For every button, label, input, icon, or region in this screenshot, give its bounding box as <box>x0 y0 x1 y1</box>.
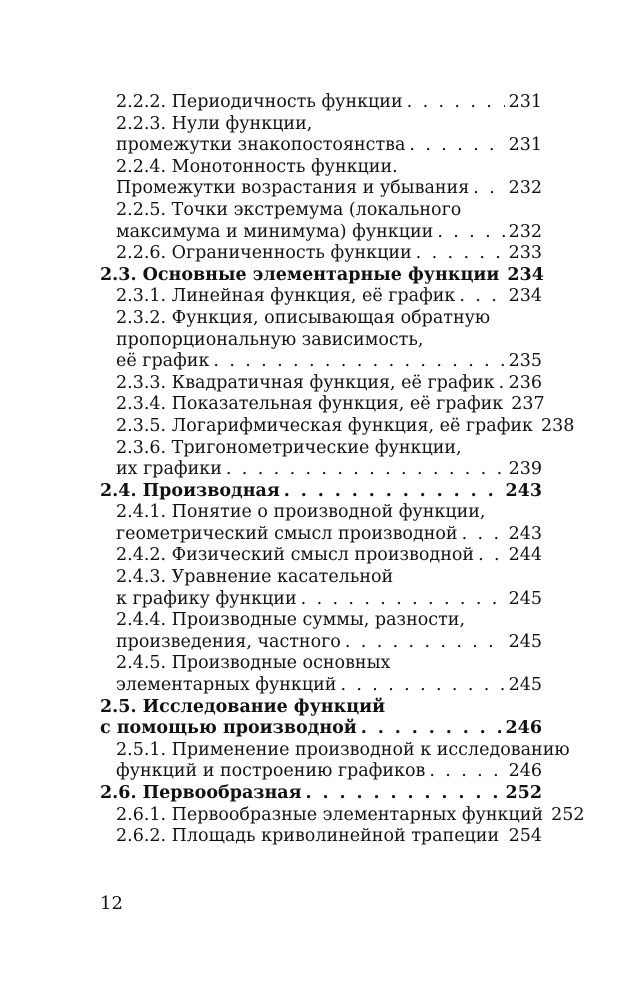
dot-leader <box>478 545 505 567</box>
toc-entry-title: 2.4.3. Уравнение касательной <box>116 567 394 588</box>
toc-subsection-entry <box>100 243 542 265</box>
toc-line <box>116 373 542 395</box>
table-of-contents <box>100 92 585 848</box>
dot-leader <box>462 524 505 546</box>
toc-subsection-entry <box>100 114 542 157</box>
toc-entry-title: 2.3.3. Квадратичная функция, её график <box>116 372 495 393</box>
toc-subsection-entry <box>100 200 542 243</box>
toc-line <box>100 783 542 805</box>
toc-entry-title: их графики <box>116 459 222 480</box>
toc-line <box>116 653 542 675</box>
toc-entry-title: 2.6.2. Площадь криволинейной трапеции <box>116 826 500 847</box>
toc-entry-title: 2.3.2. Функция, описывающая обратную <box>116 307 491 328</box>
dot-leader <box>409 135 504 157</box>
dot-leader <box>361 718 502 740</box>
dot-leader <box>407 92 505 114</box>
toc-subsection-entry <box>100 653 542 696</box>
toc-section-entry <box>100 783 542 805</box>
toc-entry-title: 2.5.1. Применение производной к исследованию <box>116 739 570 760</box>
toc-entry-title: элементарных функций <box>116 675 337 696</box>
toc-line <box>116 178 542 200</box>
toc-subsection-entry <box>100 739 570 783</box>
toc-line <box>100 697 542 719</box>
toc-entry-title: пропорциональную зависимость, <box>116 329 424 350</box>
toc-entry-title: 2.3. Основные элементарные функции <box>100 264 500 285</box>
toc-line <box>116 459 542 481</box>
toc-page-number: 233 <box>508 243 542 264</box>
toc-subsection-entry <box>100 438 542 481</box>
toc-subsection-entry <box>100 373 542 395</box>
toc-line <box>116 761 542 783</box>
toc-line <box>116 286 542 308</box>
toc-subsection-entry <box>100 286 542 308</box>
toc-line <box>100 265 542 287</box>
toc-line <box>116 826 542 848</box>
toc-entry-title: функций и построению графиков <box>116 761 426 782</box>
dot-leader <box>345 632 505 654</box>
toc-line <box>116 567 542 589</box>
toc-line <box>116 330 542 352</box>
toc-line <box>116 351 542 373</box>
toc-subsection-entry <box>100 308 542 373</box>
toc-subsection-entry <box>100 804 585 827</box>
toc-page-number: 234 <box>507 264 544 285</box>
toc-section-entry <box>100 265 542 287</box>
toc-line <box>116 502 542 524</box>
toc-subsection-entry <box>100 502 542 545</box>
toc-entry-title: к графику функции <box>116 588 297 609</box>
dot-leader <box>503 826 504 848</box>
toc-line <box>116 415 575 438</box>
dot-leader <box>437 222 504 244</box>
toc-page-number: 234 <box>508 286 542 307</box>
toc-line <box>116 394 545 416</box>
dot-leader <box>416 243 505 265</box>
toc-line <box>116 545 542 567</box>
toc-entry-title: 2.6.1. Первообразные элементарных функций <box>116 804 544 825</box>
toc-entry-title: 2.4.1. Понятие о производной функции, <box>116 502 486 523</box>
dot-leader <box>340 675 504 697</box>
toc-page-number: 232 <box>508 178 542 199</box>
dot-leader <box>284 481 502 503</box>
dot-leader <box>459 286 504 308</box>
toc-entry-title: 2.3.5. Логарифмическая функция, её график <box>116 415 533 436</box>
toc-entry-title: промежутки знакопостоянства <box>116 135 406 156</box>
toc-page-number: 243 <box>508 523 542 544</box>
toc-page-number: 246 <box>505 718 542 739</box>
toc-page-number: 245 <box>508 588 542 609</box>
dot-leader <box>473 178 504 200</box>
toc-entry-title: 2.2.2. Периодичность функции <box>116 92 403 112</box>
toc-line <box>116 804 585 827</box>
toc-entry-title: 2.3.4. Показательная функция, её график <box>116 394 504 415</box>
toc-entry-title: произведения, частного <box>116 631 341 652</box>
toc-entry-title: 2.5. Исследование функций <box>100 696 386 717</box>
toc-line <box>116 524 542 546</box>
toc-page-number: 246 <box>508 761 542 782</box>
toc-line <box>116 222 542 244</box>
toc-line <box>116 92 542 114</box>
toc-entry-title: 2.4.4. Производные суммы, разности, <box>116 610 466 631</box>
toc-entry-title: её график <box>116 351 210 372</box>
toc-entry-title: 2.6. Первообразная <box>100 783 302 803</box>
dot-leader <box>213 351 504 373</box>
toc-line <box>116 739 570 762</box>
page-number: 12 <box>100 893 123 914</box>
toc-subsection-entry <box>100 567 542 610</box>
toc-entry-title: 2.3.6. Тригонометрические функции, <box>116 437 462 458</box>
toc-line <box>116 675 542 697</box>
toc-line <box>116 308 542 330</box>
toc-page-number: 231 <box>508 92 542 112</box>
toc-page-number: 231 <box>508 135 542 156</box>
toc-line <box>116 157 542 179</box>
toc-page-number: 254 <box>508 826 542 847</box>
toc-line <box>100 481 542 503</box>
toc-line <box>100 718 542 740</box>
toc-entry-title: 2.4. Производная <box>100 480 280 501</box>
toc-section-entry <box>100 481 542 503</box>
toc-section-entry <box>100 697 542 740</box>
toc-subsection-entry <box>100 415 575 438</box>
toc-line <box>116 632 542 654</box>
toc-line <box>116 243 542 265</box>
toc-page-number: 232 <box>508 221 542 242</box>
toc-entry-title: 2.3.1. Линейная функция, её график <box>116 286 456 307</box>
toc-page-number: 236 <box>508 372 542 393</box>
toc-page-number: 244 <box>508 545 542 566</box>
dot-leader <box>429 761 504 783</box>
toc-subsection-entry <box>100 826 542 848</box>
toc-entry-title: 2.4.5. Производные основных <box>116 653 391 674</box>
toc-page-number: 239 <box>508 459 542 480</box>
dot-leader <box>499 373 505 395</box>
toc-page-number: 252 <box>551 804 585 825</box>
dot-leader <box>306 783 502 805</box>
toc-subsection-entry <box>100 394 545 416</box>
toc-page-number: 238 <box>541 415 575 436</box>
dot-leader <box>301 589 505 611</box>
toc-line <box>116 610 542 632</box>
toc-entry-title: Промежутки возрастания и убывания <box>116 178 470 199</box>
toc-line <box>116 200 542 222</box>
toc-page-number: 245 <box>508 631 542 652</box>
dot-leader <box>226 459 505 481</box>
toc-line <box>116 135 542 157</box>
toc-entry-title: 2.4.2. Физический смысл производной <box>116 545 475 566</box>
toc-page-number: 252 <box>505 783 542 803</box>
toc-page-number: 237 <box>511 394 545 415</box>
toc-page-number: 245 <box>508 675 542 696</box>
toc-subsection-entry <box>100 610 542 653</box>
toc-entry-title: 2.2.6. Ограниченность функции <box>116 243 412 264</box>
toc-line <box>116 438 542 460</box>
toc-entry-title: 2.2.3. Нули функции, <box>116 113 313 134</box>
toc-entry-title: с помощью производной <box>100 718 357 739</box>
toc-entry-title: геометрический смысл производной <box>116 523 458 544</box>
toc-page-number: 235 <box>508 351 542 372</box>
toc-entry-title: 2.2.5. Точки экстремума (локального <box>116 199 462 220</box>
toc-subsection-entry <box>100 92 542 114</box>
toc-entry-title: максимума и минимума) функции <box>116 221 434 242</box>
toc-subsection-entry <box>100 545 542 567</box>
toc-page-number: 243 <box>505 480 542 501</box>
toc-entry-title: 2.2.4. Монотонность функции. <box>116 156 398 177</box>
toc-line <box>116 114 542 136</box>
toc-subsection-entry <box>100 157 542 200</box>
toc-line <box>116 589 542 611</box>
